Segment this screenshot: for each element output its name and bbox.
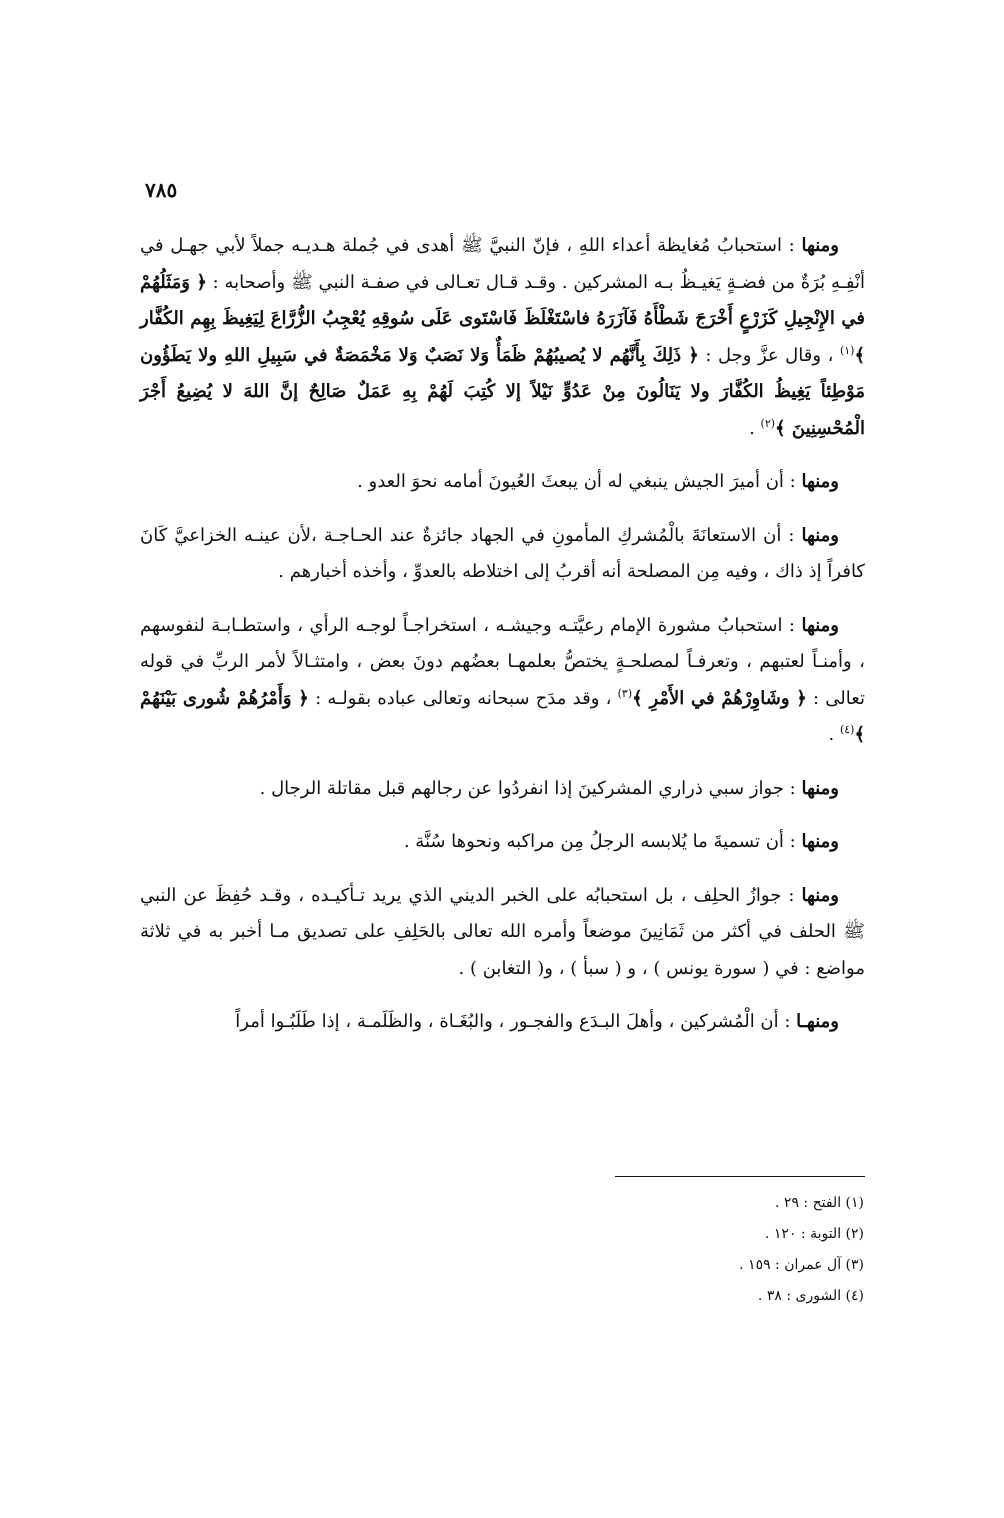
- footnote: (٣) آل عمران : ١٥٩ .: [739, 1257, 864, 1273]
- footnote-ref: (٢): [760, 416, 776, 430]
- page-number: ٧٨٥: [145, 178, 178, 202]
- text-run: .: [828, 724, 840, 745]
- text-run: : أن الاستعانَةَ بالْمُشركِ المأمونِ في الجهاد جائزةٌ عند الحـاجـة ،لأن عينـه الخزاعيَّ كَانَ كافراً إذ ذاك ، وفيه مِن المصلحة أنه أقربُ إلى اختلاطه بالعدوِّ ، وأخذه أخبارهم .: [140, 524, 865, 582]
- paragraph-lead: ومنها: [801, 235, 839, 256]
- paragraph-lead: ومنهـا: [796, 1011, 839, 1032]
- footnote-ref: (٤): [839, 723, 855, 736]
- text-run: : أن الْمُشركين ، وأهلَ البـدَع والفجـور ، والبُغَـاة ، والظَلَمـة ، إذا طَلَبُـوا أمراً: [235, 1011, 797, 1032]
- footnote: (٢) التوبة : ١٢٠ .: [764, 1226, 864, 1242]
- paragraph: [140, 771, 865, 808]
- paragraph: [140, 518, 865, 591]
- paragraph: [140, 608, 865, 754]
- main-text: [140, 228, 865, 1041]
- paragraph-lead: ومنها: [801, 884, 839, 906]
- paragraph: [140, 464, 865, 501]
- text-run: ، وقال عزَّ وجل :: [698, 344, 840, 366]
- footnote-separator: [615, 1176, 865, 1177]
- text-run: : جوازُ الحلِف ، بل استحبابُه على الخبر الديني الذي يريد تـأكيـده ، وقـد حُفِظَ عن النبي ﷺ الحلف في أكثر من ثَمَانِينَ موضعاً وأمره الله تعالى بالحَلِفِ على تصديق مـا أخبر به في ثلاثة مواضع : في ( سورة يونس ) ، و ( سبأ ) ، و( التغابن ) .: [140, 884, 865, 979]
- quran-verse: ﴿ وَأَمْرُهُمْ شُورى بَيْنَهُمْ ﴾: [140, 687, 865, 745]
- footnote-ref: (١): [839, 343, 855, 357]
- paragraph-lead: ومنها: [801, 471, 839, 492]
- footnote: (١) الفتح : ٢٩ .: [775, 1195, 864, 1211]
- paragraph-lead: ومنها: [801, 524, 839, 546]
- quran-verse: ﴿ وَمَثَلُهُمْ في الإِنْجِيلِ كَزَرْعٍ أَخْرَجَ شَطْأَهُ فَآزَرَهُ فاسْتَغْلَظَ فَاسْتَوى عَلَى سُوقِهِ يُعْجِبُ الزُّرَّاعَ لِيَغِيظَ بِهِم الكُفَّار ﴾: [140, 271, 865, 366]
- paragraph-lead: ومنها: [801, 777, 839, 799]
- footnote: (٤) الشورى : ٣٨ .: [757, 1288, 864, 1304]
- text-run: : أن أميرَ الجيش ينبغي له أن يبعثَ العُيونَ أمامه نحوَ العدو .: [357, 471, 802, 492]
- paragraph-lead: ومنها: [801, 831, 839, 852]
- paragraph: [140, 1004, 865, 1041]
- text-run: : جواز سبي ذراري المشركينَ إذا انفردُوا عن رجالهم قبل مقاتلة الرجال .: [259, 777, 802, 799]
- quran-verse: ﴿ وشَاوِرْهُمْ في الأَمْرِ ﴾: [632, 687, 807, 709]
- paragraph-lead: ومنها: [801, 614, 839, 636]
- text-run: : استحبابُ مشورة الإمام رعيَّتـه وجيشـه ، استخراجـاً لوجـه الرأي ، واستطـابـة لنفوسهم ، وأمنـاً لعتبهم ، وتعرفـاً لمصلحـةٍ يختصُّ بعلمهـا بعضُهم دونَ بعض ، وامتثـالاً لأمر الربِّ في قوله تعالى :: [140, 614, 865, 709]
- footnotes: [464, 1188, 864, 1312]
- text-run: : أن تسميةَ ما يُلابسه الرجلُ مِن مراكبه ونحوها سُنَّة .: [403, 831, 802, 852]
- text-run: .: [749, 417, 761, 439]
- paragraph: [140, 824, 865, 861]
- footnote-ref: (٣): [617, 686, 633, 700]
- quran-verse: ﴿ ذَلِكَ بِأَنَّهُم لا يُصيبُهُمْ ظَمَأٌ وَلا نَصَبٌ وَلا مَخْمَصَةٌ في سَبِيلِ اللهِ ولا يَطَؤُون مَوْطِئاً يَغِيظُ الكُفَّارَ ولا يَنَالُونَ مِنْ عَدُوٍّ نَيْلاً إلا كُتِبَ لَهُمْ بِهِ عَمَلٌ صَالِحٌ إنَّ اللهَ لا يُضِيعُ أَجْرَ الْمُحْسِنِينَ ﴾: [140, 344, 865, 439]
- paragraph: [140, 228, 865, 447]
- text-run: : استحبابُ مُغايظة أعداء اللهِ ، فإنّ النبيَّ ﷺ أهدى في جُملة هـديـه جملاً لأبي جهـل في أنْفِـهِ بُرَةٌ من فضـةٍ يَغيـظُ بـه المشركين . وقـد قـال تعـالى في صفـة النبي ﷺ وأصحابه :: [140, 235, 865, 293]
- text-run: ، وقد مدَح سبحانه وتعالى عباده بقولـه :: [308, 687, 618, 709]
- paragraph: [140, 878, 865, 988]
